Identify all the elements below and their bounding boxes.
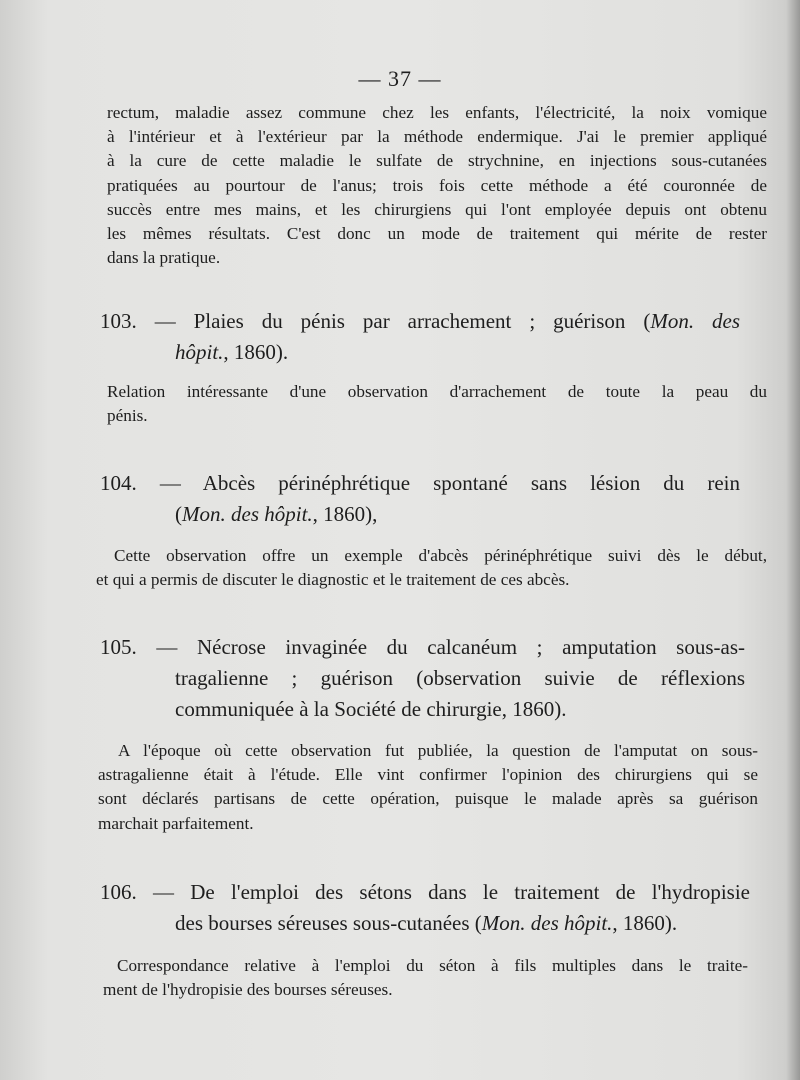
entry-105-body-line: sont déclarés partisans de cette opération, puisque le malade après sa guérison <box>98 789 758 809</box>
entry-104-heading <box>100 468 740 530</box>
entry-103-heading <box>100 306 740 368</box>
intro-line: à la cure de cette maladie le sulfate de strychnine, en injections sous-cutanées <box>107 151 767 171</box>
entry-105-number: 105. <box>100 635 137 659</box>
entry-106-heading <box>100 877 750 939</box>
entry-103-title-line <box>100 306 740 337</box>
entry-105-body-line: marchait parfaitement. <box>98 813 254 833</box>
entry-103-title-text: — Plaies du pénis par arrachement ; guérison ( <box>154 309 651 333</box>
entry-106-title-text-2: des bourses séreuses sous-cutanées ( <box>175 911 482 935</box>
intro-line: les mêmes résultats. C'est donc un mode de traitement qui mérite de rester <box>107 224 767 244</box>
page-number: — 37 — <box>358 66 442 91</box>
entry-104-source-journal: Mon. des hôpit. <box>182 502 313 526</box>
entry-105-heading <box>100 632 745 725</box>
entry-106-body <box>103 954 748 1002</box>
entry-105-title-line: tragalienne ; guérison (observation suivie de réflexions <box>175 666 745 690</box>
intro-paragraph <box>107 101 767 270</box>
entry-104-title-line <box>100 468 740 499</box>
intro-line: pratiquées au pourtour de l'anus; trois fois cette méthode a été couronnée de <box>107 175 767 195</box>
entry-105-title-line <box>100 632 745 663</box>
entry-104-paren: ( <box>175 502 182 526</box>
entry-105-body-line: A l'époque où cette observation fut publiée, la question de l'amputat on sous- <box>118 741 758 760</box>
entry-104-body-line: Cette observation offre un exemple d'abcès périnéphrétique suivi dès le début, <box>114 546 767 565</box>
intro-line: dans la pratique. <box>107 248 221 268</box>
intro-line: rectum, maladie assez commune chez les enfants, l'électricité, la noix vomique <box>107 103 767 122</box>
entry-104-title-line <box>100 499 740 530</box>
entry-103-body-line: pénis. <box>107 406 148 426</box>
entry-105-title-text: — Nécrose invaginée du calcanéum ; amputation sous-as- <box>156 635 746 659</box>
entry-103-source-hopit: hôpit. <box>175 340 224 364</box>
entry-106-source-journal: Mon. des hôpit. <box>481 911 613 935</box>
entry-105-title-line: communiquée à la Société de chirurgie, 1860). <box>175 697 567 721</box>
entry-106-source-year: , 1860). <box>612 911 678 935</box>
entry-104-title-text: — Abcès périnéphrétique spontané sans lésion du rein <box>159 471 741 495</box>
entry-104-number: 104. <box>100 471 137 495</box>
intro-line: à l'intérieur et à l'extérieur par la méthode endermique. J'ai le premier appliqué <box>107 127 767 147</box>
entry-106-title-text: — De l'emploi des sétons dans le traitement de l'hydropisie <box>153 880 751 904</box>
entry-106-body-line: Correspondance relative à l'emploi du séton à fils multiples dans le traite- <box>117 956 748 975</box>
entry-105-body-line: astragalienne était à l'étude. Elle vint confirmer l'opinion des chirurgiens qui se <box>98 765 758 785</box>
entry-106-number: 106. <box>100 880 137 904</box>
entry-103-title-line <box>100 337 740 368</box>
entry-106-title-line <box>100 877 750 908</box>
page-edge-shadow <box>786 0 800 1080</box>
entry-103-source-des: des <box>712 309 741 333</box>
entry-106-title-line <box>100 908 750 939</box>
entry-106-body-line: ment de l'hydropisie des bourses séreuses. <box>103 980 393 1000</box>
entry-105-body <box>98 739 758 836</box>
entry-103-source-journal: Mon. <box>650 309 695 333</box>
entry-103-number: 103. <box>100 309 137 333</box>
entry-103-body <box>107 380 767 428</box>
entry-104-body-line: et qui a permis de discuter le diagnostic et le traitement de ces abcès. <box>96 570 570 590</box>
intro-line: succès entre mes mains, et les chirurgiens qui l'ont employée depuis ont obtenu <box>107 199 767 219</box>
entry-104-body <box>96 544 767 592</box>
entry-103-body-line: Relation intéressante d'une observation d'arrachement de toute la peau du <box>107 382 767 401</box>
entry-103-source-year: , 1860). <box>223 340 289 364</box>
entry-104-source-year: , 1860), <box>312 502 378 526</box>
